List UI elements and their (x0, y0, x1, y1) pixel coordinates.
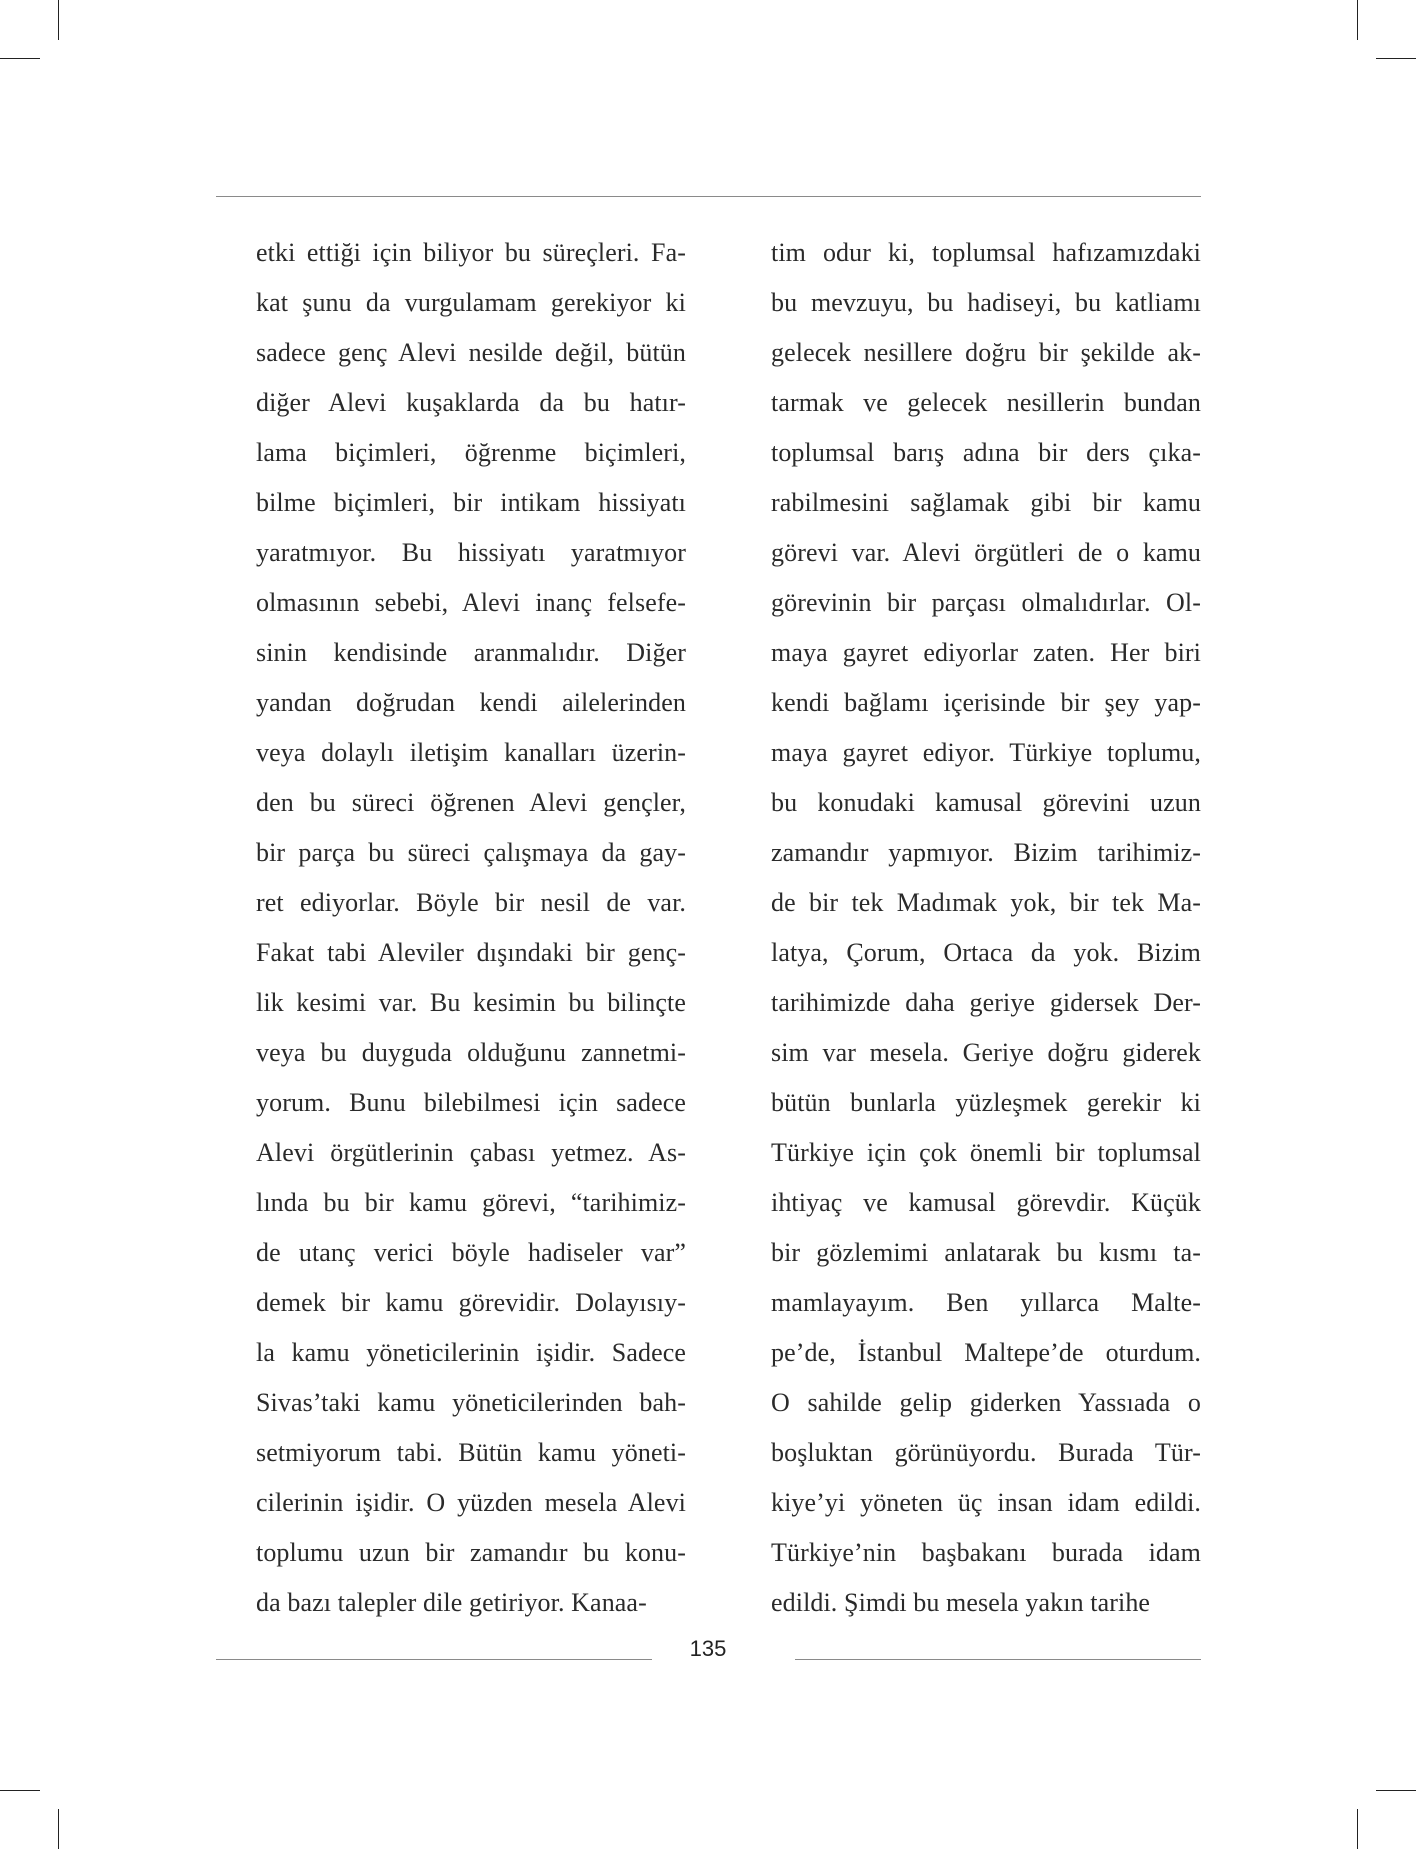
text-line: de utanç verici böyle hadiseler var” (256, 1238, 686, 1267)
crop-mark-bottom-right-horizontal (1376, 1790, 1416, 1791)
text-line: boşluktan görünüyordu. Burada Tür- (771, 1438, 1201, 1467)
text-line: latya, Çorum, Ortaca da yok. Bizim (771, 938, 1201, 967)
text-line: da bazı talepler dile getiriyor. Kanaa- (256, 1588, 647, 1617)
text-line: maya gayret ediyorlar zaten. Her biri (771, 638, 1201, 667)
crop-mark-bottom-left-horizontal (0, 1790, 40, 1791)
text-line: tarihimizde daha geriye gidersek Der- (771, 988, 1201, 1017)
text-line: pe’de, İstanbul Maltepe’de oturdum. (771, 1338, 1201, 1367)
crop-mark-bottom-right-vertical (1357, 1809, 1358, 1849)
crop-mark-top-left-vertical (58, 0, 59, 40)
text-line: yandan doğrudan kendi ailelerinden (256, 688, 686, 717)
text-line: tarmak ve gelecek nesillerin bundan (771, 388, 1201, 417)
text-line: bütün bunlarla yüzleşmek gerekir ki (771, 1088, 1201, 1117)
text-line: tim odur ki, toplumsal hafızamızdaki (771, 238, 1201, 267)
text-line: demek bir kamu görevidir. Dolayısıy- (256, 1288, 686, 1317)
text-line: lında bu bir kamu görevi, “tarihimiz- (256, 1188, 686, 1217)
text-line: mamlayayım. Ben yıllarca Malte- (771, 1288, 1201, 1317)
footer-rule-left (216, 1659, 652, 1660)
text-line: lik kesimi var. Bu kesimin bu bilinçte (256, 988, 686, 1017)
text-line: den bu süreci öğrenen Alevi gençler, (256, 788, 686, 817)
crop-mark-bottom-left-vertical (58, 1809, 59, 1849)
text-line: bu konudaki kamusal görevini uzun (771, 788, 1201, 817)
header-rule (216, 196, 1201, 197)
text-line: Türkiye için çok önemli bir toplumsal (771, 1138, 1201, 1167)
text-line: maya gayret ediyor. Türkiye toplumu, (771, 738, 1201, 767)
text-line: zamandır yapmıyor. Bizim tarihimiz- (771, 838, 1201, 867)
footer-rule-right (795, 1659, 1201, 1660)
text-line: görevinin bir parçası olmalıdırlar. Ol- (771, 588, 1201, 617)
text-line: Fakat tabi Aleviler dışındaki bir genç- (256, 938, 686, 967)
text-line: kat şunu da vurgulamam gerekiyor ki (256, 288, 686, 317)
text-line: Alevi örgütlerinin çabası yetmez. As- (256, 1138, 686, 1167)
text-line: sadece genç Alevi nesilde değil, bütün (256, 338, 686, 367)
text-line: de bir tek Madımak yok, bir tek Ma- (771, 888, 1201, 917)
text-line: sinin kendisinde aranmalıdır. Diğer (256, 638, 686, 667)
text-line: diğer Alevi kuşaklarda da bu hatır- (256, 388, 686, 417)
text-line: veya bu duyguda olduğunu zannetmi- (256, 1038, 686, 1067)
text-line: toplumsal barış adına bir ders çıka- (771, 438, 1201, 467)
text-line: rabilmesini sağlamak gibi bir kamu (771, 488, 1201, 517)
text-line: Sivas’taki kamu yöneticilerinden bah- (256, 1388, 686, 1417)
text-line: yaratmıyor. Bu hissiyatı yaratmıyor (256, 538, 686, 567)
right-text-column (771, 228, 1201, 1628)
crop-mark-top-left-horizontal (0, 58, 40, 59)
text-line: cilerinin işidir. O yüzden mesela Alevi (256, 1488, 686, 1517)
text-line: la kamu yöneticilerinin işidir. Sadece (256, 1338, 686, 1367)
text-line: O sahilde gelip giderken Yassıada o (771, 1388, 1201, 1417)
text-line: setmiyorum tabi. Bütün kamu yöneti- (256, 1438, 686, 1467)
text-line: etki ettiği için biliyor bu süreçleri. Fa- (256, 238, 686, 267)
text-line: görevi var. Alevi örgütleri de o kamu (771, 538, 1201, 567)
text-line: veya dolaylı iletişim kanalları üzerin- (256, 738, 686, 767)
text-line: lama biçimleri, öğrenme biçimleri, (256, 438, 686, 467)
text-line: kendi bağlamı içerisinde bir şey yap- (771, 688, 1201, 717)
crop-mark-top-right-vertical (1357, 0, 1358, 40)
left-text-column (256, 228, 686, 1628)
text-line: ret ediyorlar. Böyle bir nesil de var. (256, 888, 686, 917)
crop-mark-top-right-horizontal (1376, 58, 1416, 59)
text-line: sim var mesela. Geriye doğru giderek (771, 1038, 1201, 1067)
text-line: gelecek nesillere doğru bir şekilde ak- (771, 338, 1201, 367)
text-line: yorum. Bunu bilebilmesi için sadece (256, 1088, 686, 1117)
text-line: Türkiye’nin başbakanı burada idam (771, 1538, 1201, 1567)
text-line: bu mevzuyu, bu hadiseyi, bu katliamı (771, 288, 1201, 317)
text-line: kiye’yi yöneten üç insan idam edildi. (771, 1488, 1201, 1517)
text-line: bir parça bu süreci çalışmaya da gay- (256, 838, 686, 867)
text-line: edildi. Şimdi bu mesela yakın tarihe (771, 1588, 1151, 1617)
text-line: toplumu uzun bir zamandır bu konu- (256, 1538, 686, 1567)
text-line: bilme biçimleri, bir intikam hissiyatı (256, 488, 686, 517)
text-line: olmasının sebebi, Alevi inanç felsefe- (256, 588, 686, 617)
text-line: bir gözlemimi anlatarak bu kısmı ta- (771, 1238, 1201, 1267)
page-number: 135 (689, 1636, 727, 1661)
text-line: ihtiyaç ve kamusal görevdir. Küçük (771, 1188, 1201, 1217)
